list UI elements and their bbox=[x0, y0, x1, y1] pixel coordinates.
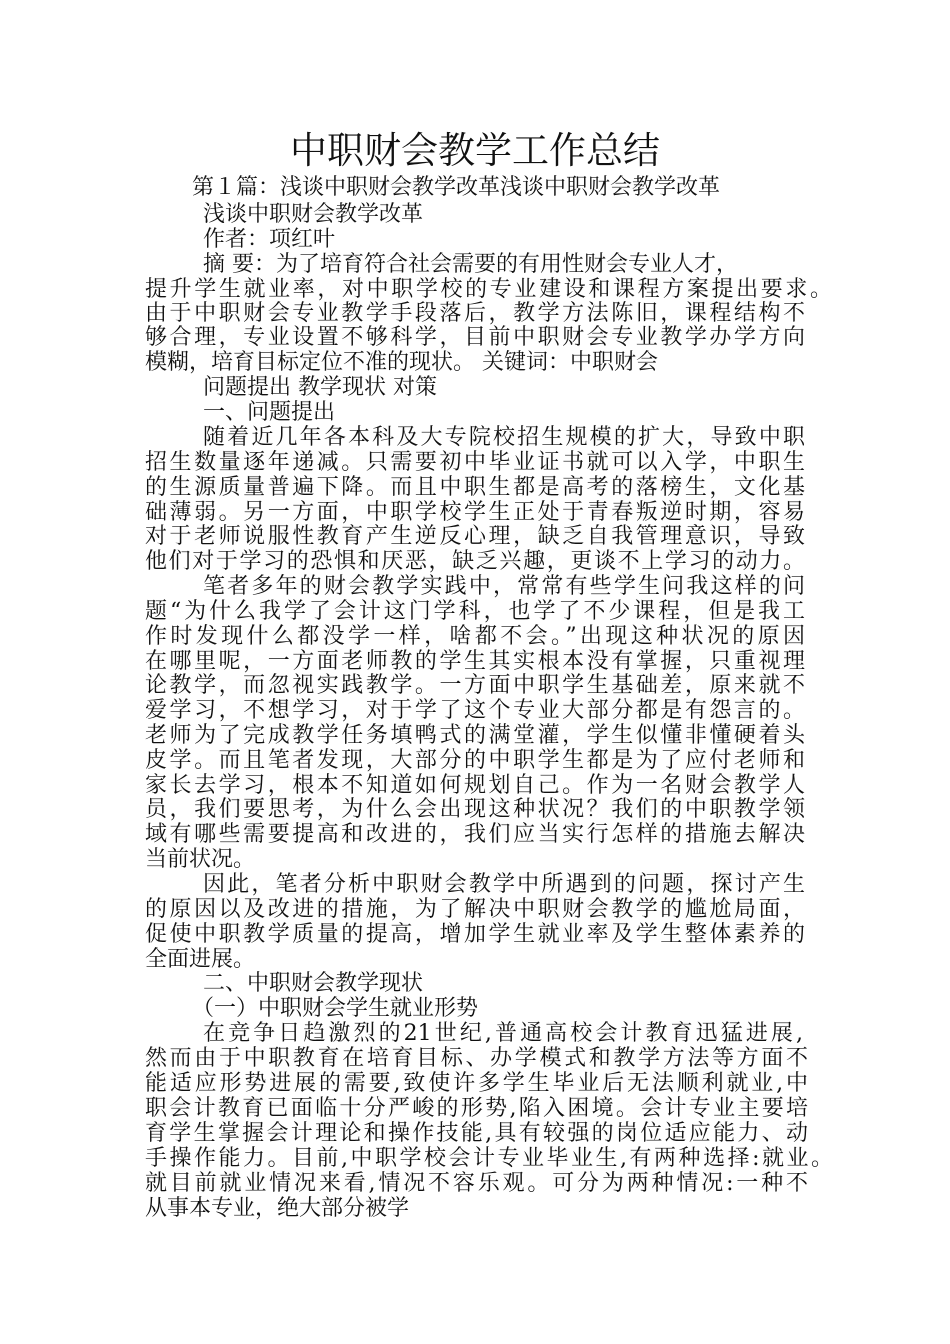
text-line: 当前状况。 bbox=[145, 847, 256, 872]
text-line: 老师为了完成教学任务填鸭式的满堂灌，学生似懂非懂硬着头 bbox=[145, 723, 805, 748]
text-line: 论教学，而忽视实践教学。一方面中职学生基础差，原来就不 bbox=[145, 673, 805, 698]
text-line: 提升学生就业率，对中职学校的专业建设和课程方案提出要求。 bbox=[145, 277, 832, 302]
text-line: 职会计教育已面临十分严峻的形势,陷入困境。会计专业主要培 bbox=[145, 1096, 808, 1121]
author-line: 作者：项红叶 bbox=[203, 227, 336, 252]
text-line: 能适应形势进展的需要,致使许多学生毕业后无法顺利就业,中 bbox=[145, 1071, 808, 1096]
section-heading: 一、问题提出 bbox=[203, 400, 336, 425]
text-line: 浅谈中职财会教学改革 bbox=[203, 202, 424, 227]
subtitle-line: 第１篇：浅谈中职财会教学改革浅谈中职财会教学改革 bbox=[192, 175, 721, 200]
text-line: 招生数量逐年递减。只需要初中毕业证书就可以入学，中职生 bbox=[145, 450, 805, 475]
text-line: 全面进展。 bbox=[145, 947, 256, 972]
text-line: 家长去学习，根本不知道如何规划自己。作为一名财会教学人 bbox=[145, 773, 805, 798]
text-line: 爱学习，不想学习，对于学了这个专业大部分都是有怨言的。 bbox=[145, 698, 805, 723]
text-line: 他们对于学习的恐惧和厌恶，缺乏兴趣，更谈不上学习的动力。 bbox=[145, 549, 805, 574]
text-line: 对于老师说服性教育产生逆反心理，缺乏自我管理意识，导致 bbox=[145, 524, 805, 549]
text-line: 域有哪些需要提高和改进的，我们应当实行怎样的措施去解决 bbox=[145, 822, 805, 847]
keywords-line: 问题提出 教学现状 对策 bbox=[203, 375, 437, 400]
text-line: 然而由于中职教育在培育目标、办学模式和教学方法等方面不 bbox=[145, 1046, 808, 1071]
text-line: 就目前就业情况来看,情况不容乐观。可分为两种情况:一种不 bbox=[145, 1171, 808, 1196]
text-line: 手操作能力。目前,中职学校会计专业毕业生,有两种选择:就业。 bbox=[145, 1146, 833, 1171]
text-line: 够合理，专业设置不够科学，目前中职财会专业教学办学方向 bbox=[145, 325, 805, 350]
text-line: 员，我们要思考，为什么会出现这种状况？我们的中职教学领 bbox=[145, 797, 805, 822]
text-line: 在哪里呢，一方面老师教的学生其实根本没有掌握，只重视理 bbox=[145, 649, 805, 674]
text-line: 从事本专业，绝大部分被学 bbox=[145, 1196, 410, 1221]
text-line: 笔者多年的财会教学实践中，常常有些学生问我这样的问 bbox=[203, 574, 805, 599]
text-line: 础薄弱。另一方面，中职学校学生正处于青春叛逆时期，容易 bbox=[145, 500, 805, 525]
text-line: 作时发现什么都没学一样，啥都不会。”出现这种状况的原因 bbox=[145, 624, 805, 649]
abstract-line: 摘 要：为了培育符合社会需要的有用性财会专业人才， bbox=[203, 252, 738, 277]
text-line: 育学生掌握会计理论和操作技能,具有较强的岗位适应能力、动 bbox=[145, 1121, 808, 1146]
text-line: 皮学。而且笔者发现，大部分的中职学生都是为了应付老师和 bbox=[145, 748, 805, 773]
text-line: 在竞争日趋激烈的21世纪,普通高校会计教育迅猛进展, bbox=[203, 1021, 803, 1046]
text-line: 由于中职财会专业教学手段落后，教学方法陈旧，课程结构不 bbox=[145, 301, 805, 326]
text-line: 的生源质量普遍下降。而且中职生都是高考的落榜生，文化基 bbox=[145, 475, 805, 500]
subsection-heading: （一）中职财会学生就业形势 bbox=[192, 996, 479, 1021]
text-line: 因此，笔者分析中职财会教学中所遇到的问题，探讨产生 bbox=[203, 872, 805, 897]
text-line: 随着近几年各本科及大专院校招生规模的扩大，导致中职 bbox=[203, 425, 805, 450]
text-line: 的原因以及改进的措施，为了解决中职财会教学的尴尬局面， bbox=[145, 897, 805, 922]
text-line: 题“为什么我学了会计这门学科，也学了不少课程，但是我工 bbox=[145, 599, 805, 624]
keywords-line: 模糊，培育目标定位不准的现状。 关键词：中职财会 bbox=[145, 350, 658, 375]
section-heading: 二、中职财会教学现状 bbox=[203, 971, 424, 996]
document-title: 中职财会教学工作总结 bbox=[290, 129, 660, 172]
text-line: 促使中职教学质量的提高，增加学生就业率及学生整体素养的 bbox=[145, 922, 805, 947]
